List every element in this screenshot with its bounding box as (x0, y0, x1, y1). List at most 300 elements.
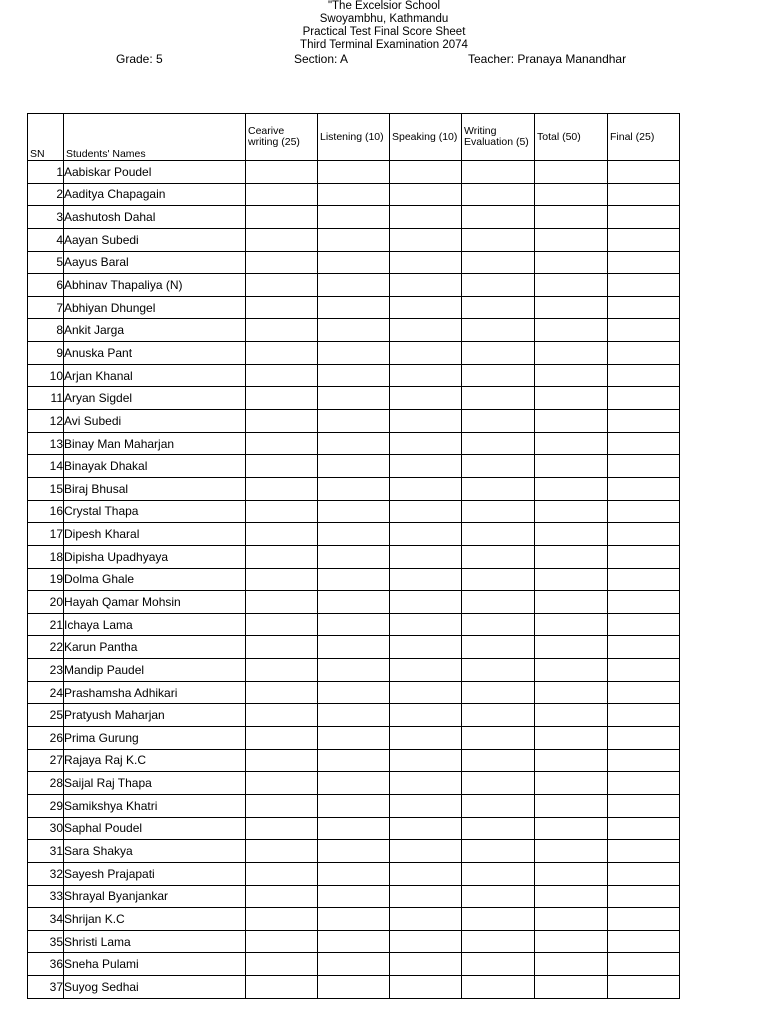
row-student-name: Sneha Pulami (64, 953, 246, 976)
table-row (28, 636, 680, 659)
score-cell-final[interactable] (608, 862, 680, 885)
score-cell-total[interactable] (535, 953, 608, 976)
score-cell-writing-evaluation[interactable] (462, 274, 535, 297)
row-student-name: Aayus Baral (64, 251, 246, 274)
score-cell-speaking[interactable] (390, 432, 462, 455)
score-cell-listening[interactable] (318, 296, 390, 319)
score-cell-writing-evaluation[interactable] (462, 862, 535, 885)
score-cell-writing-evaluation[interactable] (462, 659, 535, 682)
score-cell-total[interactable] (535, 500, 608, 523)
score-cell-writing-evaluation[interactable] (462, 704, 535, 727)
score-cell-writing-evaluation[interactable] (462, 772, 535, 795)
table-row (28, 930, 680, 953)
table-row (28, 455, 680, 478)
score-cell-writing-evaluation[interactable] (462, 161, 535, 184)
score-cell-writing-evaluation[interactable] (462, 251, 535, 274)
score-cell-listening[interactable] (318, 568, 390, 591)
score-cell-creative-writing[interactable] (246, 274, 318, 297)
table-row (28, 976, 680, 999)
score-cell-speaking[interactable] (390, 319, 462, 342)
score-cell-writing-evaluation[interactable] (462, 296, 535, 319)
score-cell-writing-evaluation[interactable] (462, 885, 535, 908)
score-cell-creative-writing[interactable] (246, 953, 318, 976)
score-cell-speaking[interactable] (390, 772, 462, 795)
score-cell-final[interactable] (608, 206, 680, 229)
score-table (27, 113, 680, 999)
score-cell-creative-writing[interactable] (246, 161, 318, 184)
score-cell-total[interactable] (535, 817, 608, 840)
row-sn: 10 (28, 364, 64, 387)
score-cell-total[interactable] (535, 477, 608, 500)
score-cell-total[interactable] (535, 183, 608, 206)
score-cell-writing-evaluation[interactable] (462, 953, 535, 976)
score-cell-writing-evaluation[interactable] (462, 681, 535, 704)
score-cell-writing-evaluation[interactable] (462, 319, 535, 342)
score-cell-final[interactable] (608, 727, 680, 750)
score-cell-writing-evaluation[interactable] (462, 817, 535, 840)
score-cell-writing-evaluation[interactable] (462, 523, 535, 546)
score-cell-creative-writing[interactable] (246, 681, 318, 704)
score-cell-creative-writing[interactable] (246, 794, 318, 817)
score-cell-creative-writing[interactable] (246, 477, 318, 500)
score-cell-creative-writing[interactable] (246, 659, 318, 682)
row-sn: 17 (28, 523, 64, 546)
score-cell-total[interactable] (535, 455, 608, 478)
table-row (28, 749, 680, 772)
row-sn: 18 (28, 545, 64, 568)
score-cell-speaking[interactable] (390, 681, 462, 704)
row-student-name: Shrayal Byanjankar (64, 885, 246, 908)
score-cell-total[interactable] (535, 319, 608, 342)
score-cell-total[interactable] (535, 840, 608, 863)
score-cell-speaking[interactable] (390, 161, 462, 184)
score-cell-listening[interactable] (318, 342, 390, 365)
score-cell-listening[interactable] (318, 908, 390, 931)
row-sn: 9 (28, 342, 64, 365)
score-cell-speaking[interactable] (390, 727, 462, 750)
score-cell-final[interactable] (608, 296, 680, 319)
score-cell-creative-writing[interactable] (246, 976, 318, 999)
score-cell-writing-evaluation[interactable] (462, 727, 535, 750)
row-student-name: Crystal Thapa (64, 500, 246, 523)
score-cell-speaking[interactable] (390, 523, 462, 546)
score-cell-creative-writing[interactable] (246, 749, 318, 772)
score-cell-final[interactable] (608, 772, 680, 795)
score-cell-speaking[interactable] (390, 387, 462, 410)
row-student-name: Dolma Ghale (64, 568, 246, 591)
score-cell-creative-writing[interactable] (246, 862, 318, 885)
score-cell-total[interactable] (535, 930, 608, 953)
score-cell-final[interactable] (608, 500, 680, 523)
score-cell-listening[interactable] (318, 749, 390, 772)
score-cell-final[interactable] (608, 659, 680, 682)
table-body (28, 161, 680, 999)
score-cell-listening[interactable] (318, 410, 390, 433)
row-sn: 31 (28, 840, 64, 863)
score-cell-listening[interactable] (318, 862, 390, 885)
score-cell-total[interactable] (535, 613, 608, 636)
score-cell-final[interactable] (608, 455, 680, 478)
score-cell-listening[interactable] (318, 432, 390, 455)
table-row (28, 908, 680, 931)
score-cell-speaking[interactable] (390, 840, 462, 863)
score-cell-final[interactable] (608, 183, 680, 206)
score-cell-creative-writing[interactable] (246, 545, 318, 568)
score-cell-listening[interactable] (318, 636, 390, 659)
score-cell-writing-evaluation[interactable] (462, 613, 535, 636)
col-header-creative-writing: Cearive writing (25) (246, 114, 318, 161)
row-student-name: Ichaya Lama (64, 613, 246, 636)
score-cell-speaking[interactable] (390, 500, 462, 523)
score-cell-speaking[interactable] (390, 545, 462, 568)
score-cell-listening[interactable] (318, 274, 390, 297)
col-header-writing-evaluation: Writing Evaluation (5) (462, 114, 535, 161)
row-sn: 29 (28, 794, 64, 817)
row-student-name: Anuska Pant (64, 342, 246, 365)
score-cell-final[interactable] (608, 613, 680, 636)
score-cell-total[interactable] (535, 636, 608, 659)
exam-title: Third Terminal Examination 2074 (300, 39, 468, 51)
score-cell-writing-evaluation[interactable] (462, 183, 535, 206)
score-cell-creative-writing[interactable] (246, 885, 318, 908)
score-cell-writing-evaluation[interactable] (462, 908, 535, 931)
score-cell-final[interactable] (608, 251, 680, 274)
score-cell-writing-evaluation[interactable] (462, 342, 535, 365)
score-cell-creative-writing[interactable] (246, 523, 318, 546)
table-row (28, 591, 680, 614)
school-name: "The Excelsior School (327, 0, 441, 12)
score-cell-final[interactable] (608, 568, 680, 591)
score-cell-listening[interactable] (318, 364, 390, 387)
score-cell-writing-evaluation[interactable] (462, 500, 535, 523)
score-cell-listening[interactable] (318, 659, 390, 682)
table-row (28, 183, 680, 206)
table-row (28, 613, 680, 636)
score-cell-total[interactable] (535, 364, 608, 387)
row-sn: 13 (28, 432, 64, 455)
table-row (28, 794, 680, 817)
score-cell-creative-writing[interactable] (246, 636, 318, 659)
score-cell-speaking[interactable] (390, 613, 462, 636)
score-cell-total[interactable] (535, 161, 608, 184)
score-cell-creative-writing[interactable] (246, 930, 318, 953)
row-sn: 35 (28, 930, 64, 953)
score-cell-writing-evaluation[interactable] (462, 410, 535, 433)
score-cell-speaking[interactable] (390, 455, 462, 478)
score-cell-creative-writing[interactable] (246, 432, 318, 455)
score-cell-speaking[interactable] (390, 862, 462, 885)
score-cell-listening[interactable] (318, 387, 390, 410)
score-cell-writing-evaluation[interactable] (462, 568, 535, 591)
score-cell-creative-writing[interactable] (246, 319, 318, 342)
table-row (28, 659, 680, 682)
score-cell-listening[interactable] (318, 681, 390, 704)
table-row (28, 545, 680, 568)
score-cell-final[interactable] (608, 523, 680, 546)
score-cell-total[interactable] (535, 274, 608, 297)
row-sn: 26 (28, 727, 64, 750)
row-student-name: Samikshya Khatri (64, 794, 246, 817)
score-cell-writing-evaluation[interactable] (462, 387, 535, 410)
score-cell-writing-evaluation[interactable] (462, 477, 535, 500)
score-cell-writing-evaluation[interactable] (462, 749, 535, 772)
table-row (28, 885, 680, 908)
score-cell-final[interactable] (608, 228, 680, 251)
score-cell-speaking[interactable] (390, 364, 462, 387)
score-cell-writing-evaluation[interactable] (462, 432, 535, 455)
table-row (28, 319, 680, 342)
row-student-name: Karun Pantha (64, 636, 246, 659)
score-cell-writing-evaluation[interactable] (462, 794, 535, 817)
row-student-name: Pratyush Maharjan (64, 704, 246, 727)
score-cell-speaking[interactable] (390, 953, 462, 976)
score-cell-creative-writing[interactable] (246, 591, 318, 614)
score-cell-total[interactable] (535, 976, 608, 999)
table-row (28, 772, 680, 795)
score-cell-creative-writing[interactable] (246, 772, 318, 795)
score-cell-total[interactable] (535, 387, 608, 410)
score-cell-speaking[interactable] (390, 749, 462, 772)
col-header-total: Total (50) (535, 114, 608, 161)
row-student-name: Abhiyan Dhungel (64, 296, 246, 319)
section-label: Section: A (294, 52, 349, 66)
score-cell-final[interactable] (608, 387, 680, 410)
score-cell-final[interactable] (608, 591, 680, 614)
score-cell-speaking[interactable] (390, 251, 462, 274)
row-student-name: Aashutosh Dahal (64, 206, 246, 229)
score-cell-total[interactable] (535, 251, 608, 274)
score-cell-final[interactable] (608, 817, 680, 840)
score-cell-total[interactable] (535, 545, 608, 568)
score-cell-final[interactable] (608, 681, 680, 704)
score-cell-final[interactable] (608, 704, 680, 727)
row-student-name: Prima Gurung (64, 727, 246, 750)
score-cell-creative-writing[interactable] (246, 568, 318, 591)
row-sn: 20 (28, 591, 64, 614)
score-cell-listening[interactable] (318, 477, 390, 500)
score-cell-creative-writing[interactable] (246, 840, 318, 863)
score-cell-final[interactable] (608, 432, 680, 455)
score-cell-creative-writing[interactable] (246, 342, 318, 365)
score-cell-writing-evaluation[interactable] (462, 976, 535, 999)
score-cell-final[interactable] (608, 930, 680, 953)
score-cell-final[interactable] (608, 410, 680, 433)
row-sn: 12 (28, 410, 64, 433)
table-row (28, 410, 680, 433)
score-cell-total[interactable] (535, 727, 608, 750)
row-student-name: Arjan Khanal (64, 364, 246, 387)
row-student-name: Shrijan K.C (64, 908, 246, 931)
score-cell-writing-evaluation[interactable] (462, 455, 535, 478)
row-sn: 37 (28, 976, 64, 999)
score-cell-speaking[interactable] (390, 885, 462, 908)
score-cell-final[interactable] (608, 319, 680, 342)
score-cell-listening[interactable] (318, 817, 390, 840)
score-cell-total[interactable] (535, 862, 608, 885)
table-row (28, 387, 680, 410)
table-row (28, 862, 680, 885)
score-cell-creative-writing[interactable] (246, 364, 318, 387)
score-cell-speaking[interactable] (390, 477, 462, 500)
score-cell-creative-writing[interactable] (246, 455, 318, 478)
score-cell-final[interactable] (608, 161, 680, 184)
score-cell-speaking[interactable] (390, 183, 462, 206)
score-cell-writing-evaluation[interactable] (462, 545, 535, 568)
row-sn: 3 (28, 206, 64, 229)
score-cell-final[interactable] (608, 908, 680, 931)
score-cell-final[interactable] (608, 976, 680, 999)
score-cell-speaking[interactable] (390, 704, 462, 727)
score-cell-total[interactable] (535, 749, 608, 772)
score-cell-listening[interactable] (318, 976, 390, 999)
score-cell-listening[interactable] (318, 319, 390, 342)
score-cell-listening[interactable] (318, 613, 390, 636)
score-cell-listening[interactable] (318, 772, 390, 795)
score-cell-total[interactable] (535, 342, 608, 365)
score-cell-listening[interactable] (318, 500, 390, 523)
score-cell-writing-evaluation[interactable] (462, 636, 535, 659)
score-cell-total[interactable] (535, 296, 608, 319)
score-cell-final[interactable] (608, 274, 680, 297)
score-cell-listening[interactable] (318, 930, 390, 953)
col-header-listening: Listening (10) (318, 114, 390, 161)
row-sn: 24 (28, 681, 64, 704)
row-sn: 15 (28, 477, 64, 500)
row-sn: 34 (28, 908, 64, 931)
score-cell-writing-evaluation[interactable] (462, 591, 535, 614)
score-cell-speaking[interactable] (390, 274, 462, 297)
sheet-header (0, 0, 768, 52)
score-cell-creative-writing[interactable] (246, 296, 318, 319)
score-cell-creative-writing[interactable] (246, 251, 318, 274)
row-sn: 4 (28, 228, 64, 251)
score-cell-listening[interactable] (318, 523, 390, 546)
score-cell-listening[interactable] (318, 885, 390, 908)
score-cell-total[interactable] (535, 206, 608, 229)
score-cell-listening[interactable] (318, 545, 390, 568)
score-cell-creative-writing[interactable] (246, 228, 318, 251)
row-student-name: Mandip Paudel (64, 659, 246, 682)
table-row (28, 251, 680, 274)
score-cell-listening[interactable] (318, 455, 390, 478)
row-sn: 32 (28, 862, 64, 885)
table-row (28, 342, 680, 365)
school-location: Swoyambhu, Kathmandu (319, 13, 449, 25)
score-cell-speaking[interactable] (390, 817, 462, 840)
score-cell-creative-writing[interactable] (246, 817, 318, 840)
score-cell-speaking[interactable] (390, 296, 462, 319)
score-cell-writing-evaluation[interactable] (462, 840, 535, 863)
score-cell-creative-writing[interactable] (246, 183, 318, 206)
score-cell-final[interactable] (608, 885, 680, 908)
score-cell-speaking[interactable] (390, 930, 462, 953)
score-cell-creative-writing[interactable] (246, 704, 318, 727)
score-cell-speaking[interactable] (390, 591, 462, 614)
score-cell-total[interactable] (535, 772, 608, 795)
score-cell-total[interactable] (535, 659, 608, 682)
row-sn: 25 (28, 704, 64, 727)
score-cell-speaking[interactable] (390, 908, 462, 931)
row-sn: 11 (28, 387, 64, 410)
score-cell-total[interactable] (535, 228, 608, 251)
score-cell-speaking[interactable] (390, 659, 462, 682)
score-cell-creative-writing[interactable] (246, 500, 318, 523)
score-cell-listening[interactable] (318, 727, 390, 750)
score-cell-total[interactable] (535, 794, 608, 817)
score-cell-speaking[interactable] (390, 228, 462, 251)
score-cell-final[interactable] (608, 364, 680, 387)
row-student-name: Saijal Raj Thapa (64, 772, 246, 795)
score-cell-final[interactable] (608, 953, 680, 976)
row-student-name: Binay Man Maharjan (64, 432, 246, 455)
score-cell-speaking[interactable] (390, 636, 462, 659)
score-cell-final[interactable] (608, 636, 680, 659)
score-cell-final[interactable] (608, 749, 680, 772)
col-header-final: Final (25) (608, 114, 680, 161)
row-sn: 1 (28, 161, 64, 184)
score-cell-speaking[interactable] (390, 568, 462, 591)
score-cell-final[interactable] (608, 342, 680, 365)
score-cell-final[interactable] (608, 545, 680, 568)
score-cell-creative-writing[interactable] (246, 908, 318, 931)
teacher-label: Teacher: Pranaya Manandhar (468, 52, 627, 66)
score-cell-writing-evaluation[interactable] (462, 228, 535, 251)
score-cell-listening[interactable] (318, 251, 390, 274)
score-cell-total[interactable] (535, 568, 608, 591)
score-cell-listening[interactable] (318, 183, 390, 206)
score-cell-speaking[interactable] (390, 206, 462, 229)
row-sn: 28 (28, 772, 64, 795)
score-cell-creative-writing[interactable] (246, 727, 318, 750)
score-cell-total[interactable] (535, 681, 608, 704)
score-cell-total[interactable] (535, 908, 608, 931)
score-cell-listening[interactable] (318, 794, 390, 817)
score-cell-writing-evaluation[interactable] (462, 364, 535, 387)
table-row (28, 817, 680, 840)
score-cell-speaking[interactable] (390, 794, 462, 817)
score-cell-speaking[interactable] (390, 410, 462, 433)
score-cell-total[interactable] (535, 523, 608, 546)
score-cell-final[interactable] (608, 840, 680, 863)
score-cell-total[interactable] (535, 885, 608, 908)
score-cell-speaking[interactable] (390, 976, 462, 999)
score-cell-creative-writing[interactable] (246, 387, 318, 410)
score-cell-final[interactable] (608, 477, 680, 500)
row-student-name: Suyog Sedhai (64, 976, 246, 999)
score-cell-listening[interactable] (318, 840, 390, 863)
score-cell-final[interactable] (608, 794, 680, 817)
table-header-row (28, 114, 680, 161)
score-cell-creative-writing[interactable] (246, 613, 318, 636)
table-row (28, 161, 680, 184)
score-cell-listening[interactable] (318, 161, 390, 184)
score-cell-listening[interactable] (318, 206, 390, 229)
score-cell-total[interactable] (535, 410, 608, 433)
score-cell-listening[interactable] (318, 704, 390, 727)
score-cell-listening[interactable] (318, 953, 390, 976)
score-cell-speaking[interactable] (390, 342, 462, 365)
score-cell-total[interactable] (535, 704, 608, 727)
score-cell-listening[interactable] (318, 591, 390, 614)
score-cell-creative-writing[interactable] (246, 206, 318, 229)
score-cell-listening[interactable] (318, 228, 390, 251)
score-cell-creative-writing[interactable] (246, 410, 318, 433)
score-cell-total[interactable] (535, 432, 608, 455)
score-cell-writing-evaluation[interactable] (462, 930, 535, 953)
score-cell-writing-evaluation[interactable] (462, 206, 535, 229)
row-sn: 21 (28, 613, 64, 636)
score-cell-total[interactable] (535, 591, 608, 614)
